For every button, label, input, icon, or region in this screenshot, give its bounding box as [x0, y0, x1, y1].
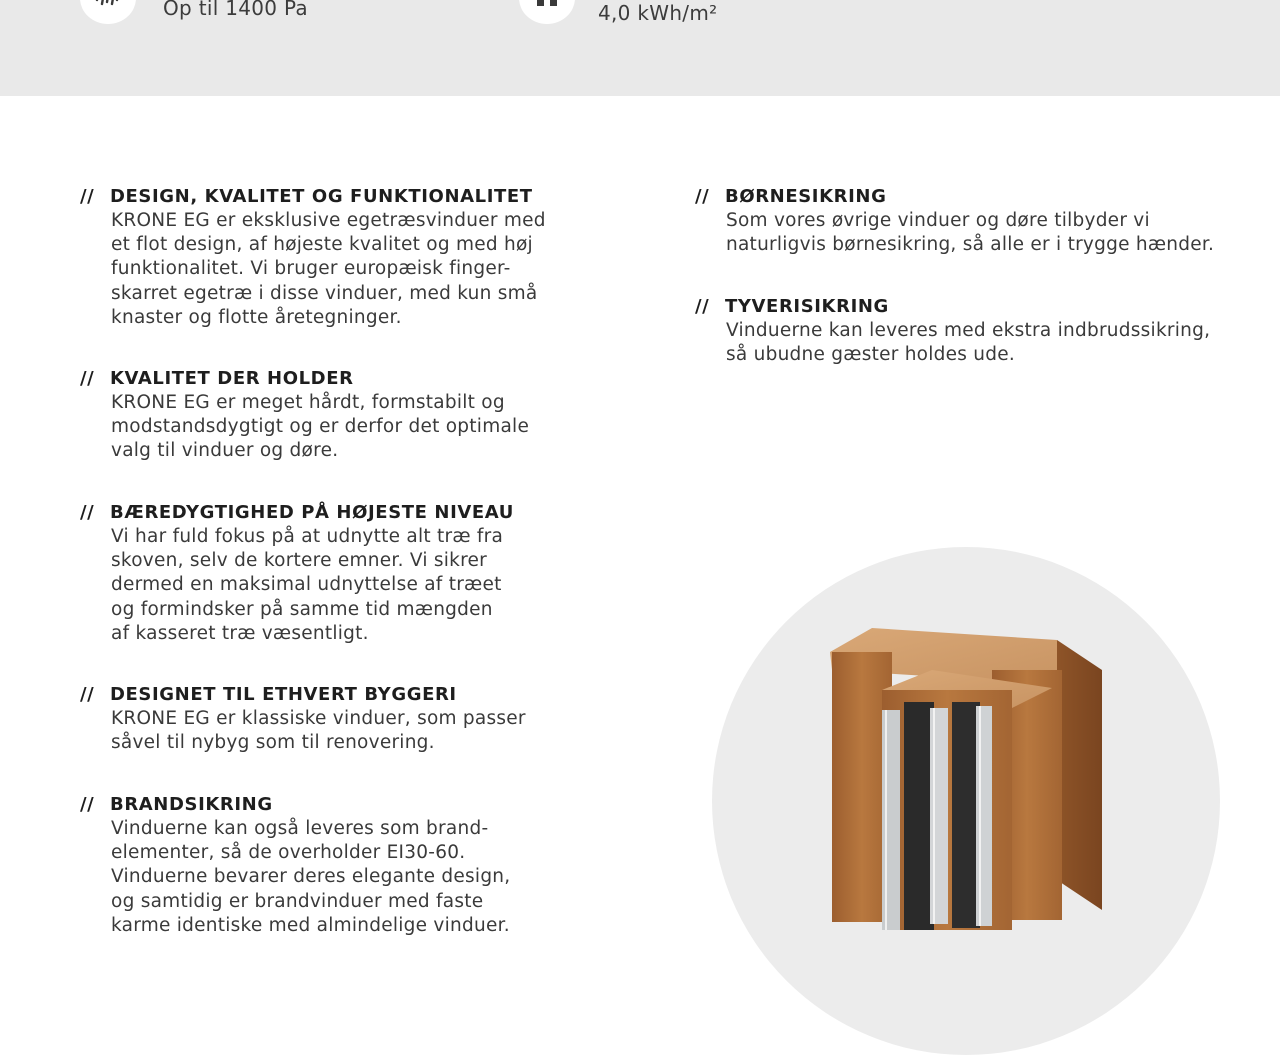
body-line: så ubudne gæster holdes ude. [726, 344, 1016, 366]
section-heading [80, 793, 510, 817]
body-line: elementer, så de overholder EI30-60. [111, 842, 466, 864]
heading-prefix: // [695, 296, 710, 317]
section-brandsikring [80, 793, 510, 938]
section-boernesikring [695, 185, 1214, 257]
section-title: BÆREDYGTIGHED PÅ HØJESTE NIVEAU [110, 502, 514, 523]
section-body [111, 391, 529, 464]
section-tyverisikring [695, 295, 1210, 367]
spec-energy-text: 4,0 kWh/m² [598, 1, 718, 25]
section-heading [695, 185, 1214, 209]
section-heading [80, 501, 514, 525]
body-line: Vinduerne kan leveres med ekstra indbrudssikring, [726, 320, 1211, 341]
body-line: såvel til nybyg som til renovering. [111, 732, 435, 754]
body-line: modstandsdygtigt og er derfor det optimale [111, 416, 530, 438]
heading-prefix: // [80, 186, 95, 207]
heading-prefix: // [80, 684, 95, 705]
section-kvalitet [80, 367, 529, 464]
spec-band [0, 0, 1280, 96]
section-body [111, 707, 526, 755]
body-line: et flot design, af højeste kvalitet og med høj [111, 234, 533, 256]
section-heading [80, 185, 546, 209]
section-heading [80, 683, 526, 707]
section-heading [695, 295, 1210, 319]
section-design [80, 185, 546, 330]
section-body [111, 817, 510, 938]
body-line: valg til vinduer og døre. [111, 440, 339, 462]
body-line: Vi har fuld fokus på at udnytte alt træ fra [111, 526, 504, 547]
body-line: dermed en maksimal udnyttelse af træet [111, 574, 502, 596]
body-line: KRONE EG er meget hårdt, formstabilt og [111, 392, 505, 413]
body-line: skarret egetræ i disse vinduer, med kun små [111, 282, 538, 304]
body-line: og samtidig er brandvinduer med faste [111, 890, 484, 912]
spec-pressure-text: Op til 1400 Pa [163, 0, 308, 20]
heading-prefix: // [80, 502, 95, 523]
section-title: TYVERISIKRING [725, 296, 889, 317]
body-line: og formindsker på samme tid mængden [111, 598, 493, 620]
section-body [726, 209, 1214, 257]
body-line: Vinduerne bevarer deres elegante design, [111, 866, 511, 888]
section-body [111, 525, 514, 646]
body-line: naturligvis børnesikring, så alle er i trygge hænder. [726, 234, 1215, 256]
section-designet [80, 683, 526, 755]
section-title: BØRNESIKRING [725, 186, 887, 207]
wind-pressure-icon [80, 0, 136, 24]
body-line: funktionalitet. Vi bruger europæisk finger- [111, 258, 511, 280]
body-line: skoven, selv de kortere emner. Vi sikrer [111, 550, 488, 572]
body-line: KRONE EG er klassiske vinduer, som passer [111, 708, 526, 729]
heading-prefix: // [80, 794, 95, 815]
body-line: KRONE EG er eksklusive egetræsvinduer med [111, 210, 546, 231]
body-line: Vinduerne kan også leveres som brand- [111, 818, 489, 839]
section-body [726, 319, 1210, 367]
heading-prefix: // [695, 186, 710, 207]
body-line: af kasseret træ væsentligt. [111, 622, 369, 644]
house-icon [519, 0, 575, 24]
section-title: DESIGN, KVALITET OG FUNKTIONALITET [110, 186, 533, 207]
heading-prefix: // [80, 368, 95, 389]
section-body [111, 209, 546, 330]
body-line: karme identiske med almindelige vinduer. [111, 914, 510, 936]
window-profile-image [812, 610, 1112, 954]
body-line: Som vores øvrige vinduer og døre tilbyder vi [726, 210, 1150, 231]
section-title: KVALITET DER HOLDER [110, 368, 354, 389]
body-line: knaster og flotte åretegninger. [111, 306, 402, 328]
section-baeredygtighed [80, 501, 514, 646]
section-title: BRANDSIKRING [110, 794, 273, 815]
section-heading [80, 367, 529, 391]
section-title: DESIGNET TIL ETHVERT BYGGERI [110, 684, 457, 705]
